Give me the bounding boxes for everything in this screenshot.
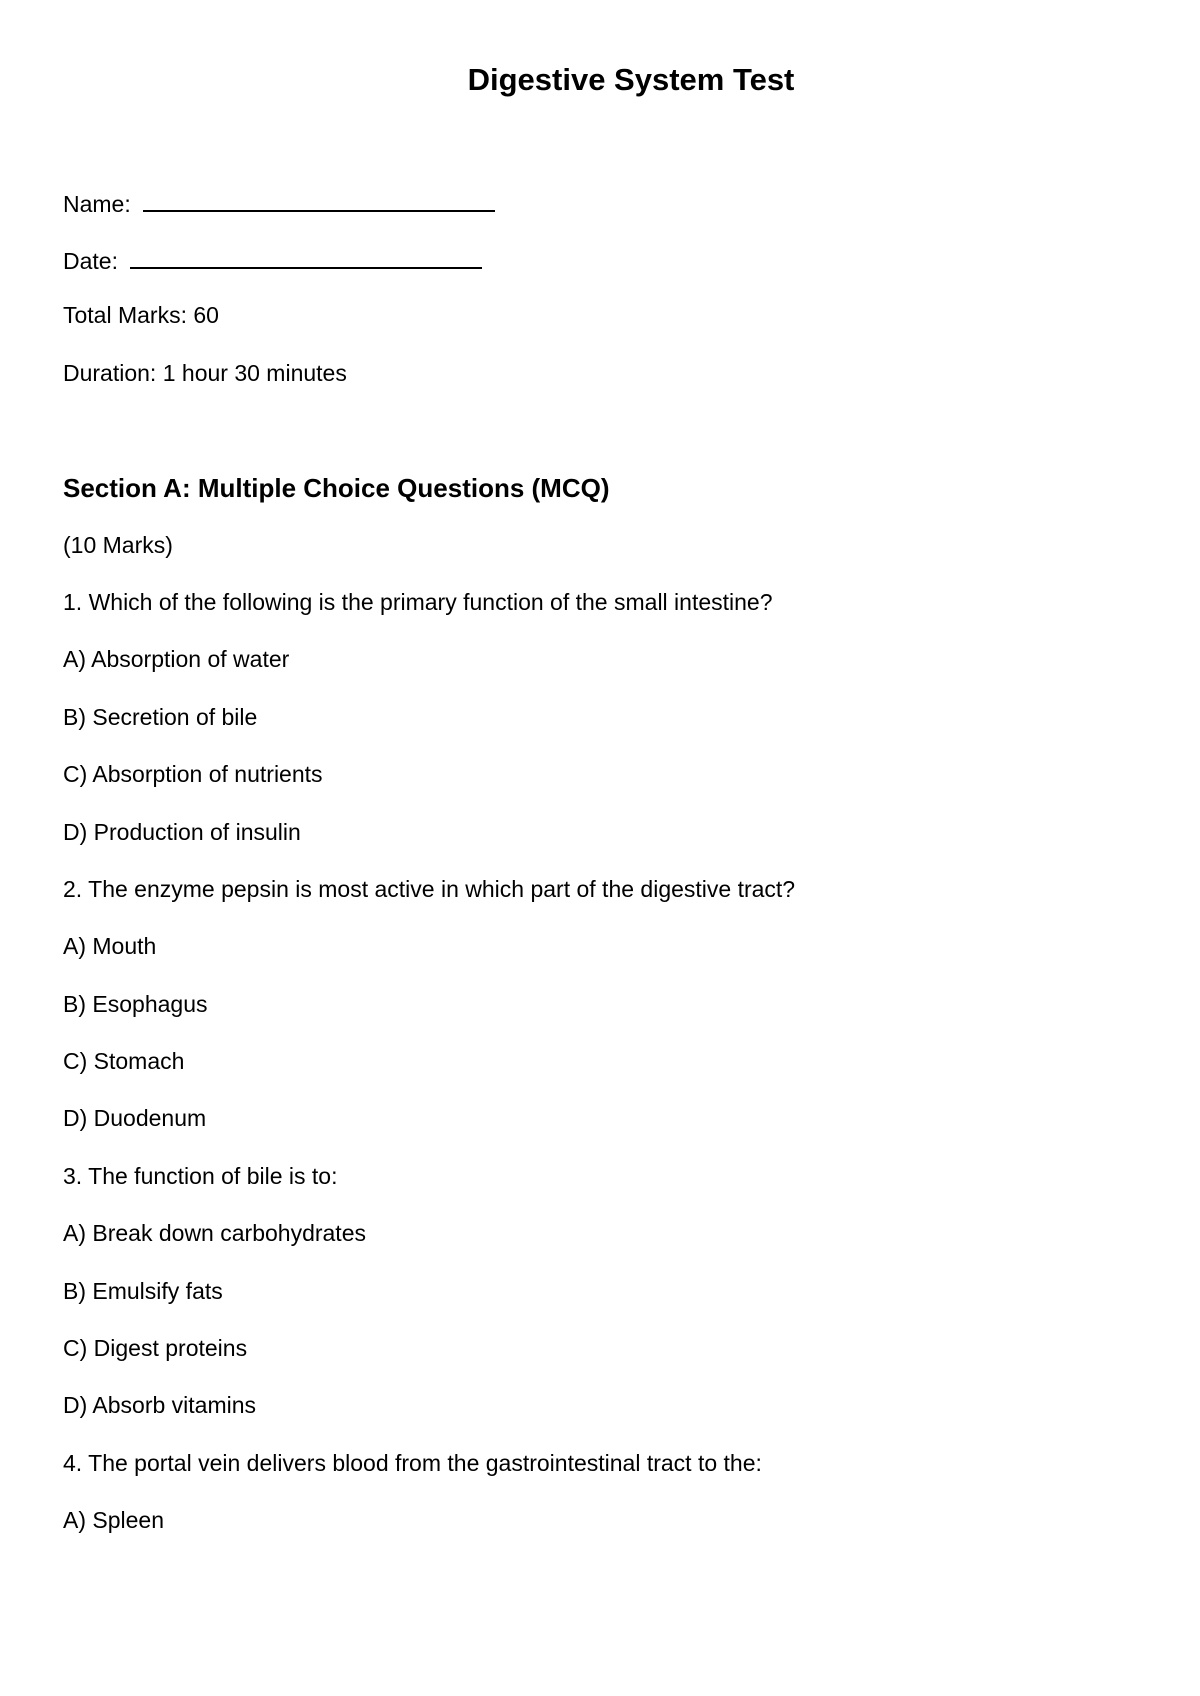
question-1-text: 1. Which of the following is the primary function of the small intestine? (63, 589, 773, 615)
question-1-option-d: D) Production of insulin (63, 819, 301, 845)
question-2-option-c: C) Stomach (63, 1048, 185, 1074)
duration: Duration: 1 hour 30 minutes (63, 360, 347, 386)
question-2-option-b: B) Esophagus (63, 991, 208, 1017)
question-3-option-a: A) Break down carbohydrates (63, 1220, 366, 1246)
question-2-text: 2. The enzyme pepsin is most active in which part of the digestive tract? (63, 876, 796, 902)
question-4-text: 4. The portal vein delivers blood from the gastrointestinal tract to the: (63, 1450, 762, 1476)
question-3-text: 3. The function of bile is to: (63, 1163, 338, 1189)
section-a-marks: (10 Marks) (63, 532, 173, 558)
question-4-option-a: A) Spleen (63, 1507, 165, 1533)
question-1-option-a: A) Absorption of water (63, 646, 290, 672)
question-2-option-d: D) Duodenum (63, 1105, 207, 1131)
date-blank (130, 247, 482, 269)
total-marks: Total Marks: 60 (63, 302, 219, 328)
question-3-option-d: D) Absorb vitamins (63, 1392, 257, 1418)
question-3-option-b: B) Emulsify fats (63, 1278, 223, 1304)
date-label: Date: (63, 248, 118, 274)
question-1-option-c: C) Absorption of nutrients (63, 761, 323, 787)
question-2-option-a: A) Mouth (63, 933, 157, 959)
page-title: Digestive System Test (467, 62, 795, 97)
date-field-row (63, 247, 482, 273)
name-blank (143, 190, 495, 212)
question-3-option-c: C) Digest proteins (63, 1335, 248, 1361)
section-a-heading: Section A: Multiple Choice Questions (MCQ) (63, 473, 610, 503)
name-label: Name: (63, 191, 131, 217)
name-field-row (63, 190, 495, 216)
question-1-option-b: B) Secretion of bile (63, 704, 258, 730)
